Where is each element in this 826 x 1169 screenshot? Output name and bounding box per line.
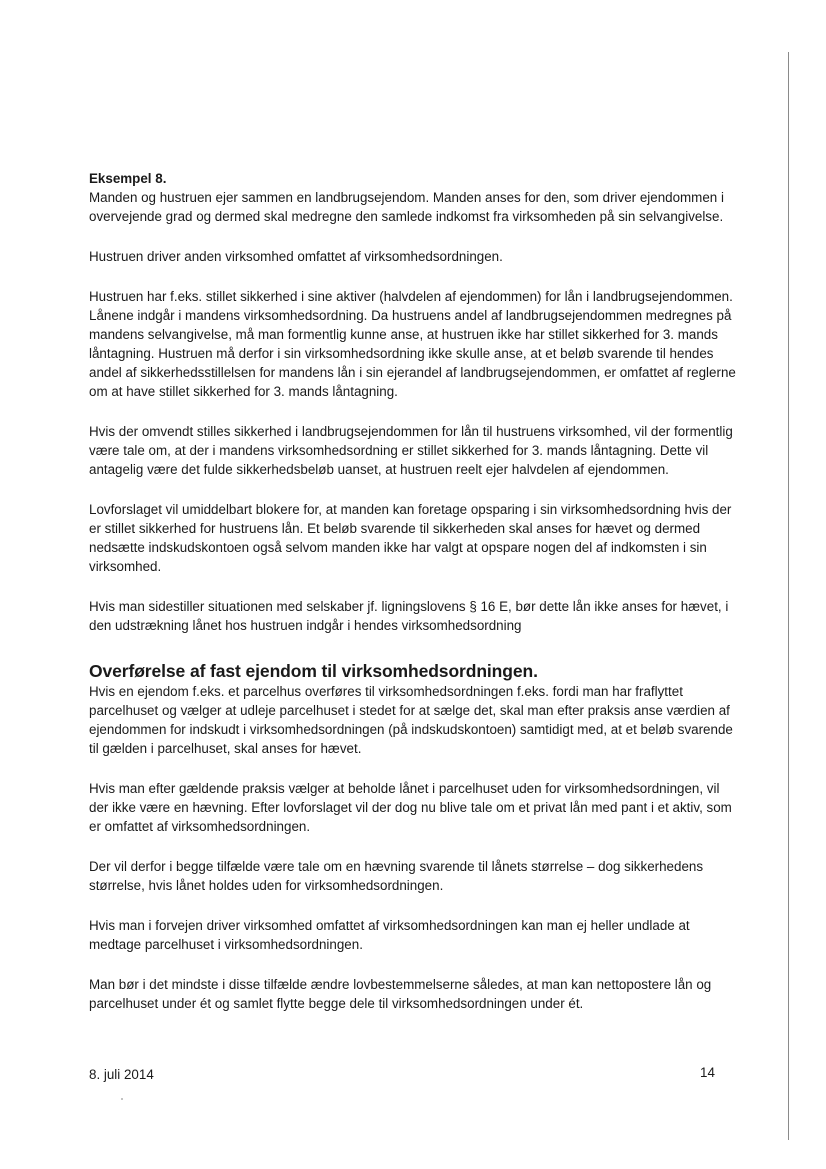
section-example-8: [89, 169, 739, 635]
paragraph: Hvis man i forvejen driver virksomhed omfattet af virksomhedsordningen kan man ej heller undlade at medtage parcelhuset i virksomhedsordningen.: [89, 918, 690, 952]
paragraph: Hvis man efter gældende praksis vælger at beholde lånet i parcelhuset uden for virksomhedsordningen, vil der ikke være en hævning. Efter lovforslaget vil der dog nu blive tale om et privat lån med pant i et aktiv, som er omfattet af virksomhedsordningen.: [89, 781, 732, 834]
paragraph: Hustruen driver anden virksomhed omfattet af virksomhedsordningen.: [89, 249, 503, 264]
paragraph: Hvis der omvendt stilles sikkerhed i landbrugsejendommen for lån til hustruens virksomhed, vil der formentlig være tale om, at der i mandens virksomhedsordning er stillet sikkerhed for 3. mands låntagning. Dette vil antagelig være det fulde sikkerhedsbeløb uanset, at hustruen reelt ejer halvdelen af ejendommen.: [89, 424, 733, 477]
scan-speck: [121, 1098, 123, 1100]
section-heading: Overførelse af fast ejendom til virksomhedsordningen.: [89, 661, 538, 681]
margin-rule: [788, 52, 789, 1140]
paragraph: Der vil derfor i begge tilfælde være tale om en hævning svarende til lånets størrelse – dog sikkerhedens størrelse, hvis lånet holdes uden for virksomhedsordningen.: [89, 859, 704, 893]
paragraph: Man bør i det mindste i disse tilfælde ændre lovbestemmelserne således, at man kan nettopostere lån og parcelhuset under ét og samlet flytte begge dele til virksomhedsordningen under ét.: [89, 977, 712, 1011]
paragraph: Hvis man sidestiller situationen med selskaber jf. ligningslovens § 16 E, bør dette lån ikke anses for hævet, i den udstrækning lånet hos hustruen indgår i hendes virksomhedsordning: [89, 599, 729, 633]
section-property-transfer: [89, 661, 739, 1013]
page-number: 14: [700, 1065, 715, 1080]
paragraph: Hvis en ejendom f.eks. et parcelhus overføres til virksomhedsordningen f.eks. fordi man har fraflyttet parcelhuset og vælger at udleje parcelhuset i stedet for at sælge det, skal man efter praksis anse værdien af ejendommen for indskudt i virksomhedsordningen (på indskudskontoen) samtidigt med, at et beløb svarende til gælden i parcelhuset, skal anses for hævet.: [89, 684, 733, 756]
paragraph: Manden og hustruen ejer sammen en landbrugsejendom. Manden anses for den, som driver ejendommen i overvejende grad og dermed skal medregne den samlede indkomst fra virksomheden på sin selvangivelse.: [89, 190, 724, 224]
footer-date: 8. juli 2014: [89, 1067, 154, 1082]
document-body: [89, 169, 739, 1013]
example-label: Eksempel 8.: [89, 171, 167, 186]
paragraph: Hustruen har f.eks. stillet sikkerhed i sine aktiver (halvdelen af ejendommen) for lån i landbrugsejendommen. Lånene indgår i mandens virksomhedsordning. Da hustruens andel af landbrugsejendommen medregnes på mandens selvangivelse, må man formentlig kunne anse, at hustruen ikke har stillet sikkerhed for 3. mands låntagning. Hustruen må derfor i sin virksomhedsordning ikke skulle anse, at et beløb svarende til hendes andel af sikkerhedsstillelsen for mandens lån i sin ejerandel af landbrugsejendommen, er omfattet af reglerne om at have stillet sikkerhed for 3. mands låntagning.: [89, 289, 736, 399]
paragraph: Lovforslaget vil umiddelbart blokere for, at manden kan foretage opsparing i sin virksomhedsordning hvis der er stillet sikkerhed for hustruens lån. Et beløb svarende til sikkerheden skal anses for hævet og dermed nedsætte indskudskontoen også selvom manden ikke har valgt at opspare nogen del af indkomsten i sin virksomhed.: [89, 502, 732, 574]
